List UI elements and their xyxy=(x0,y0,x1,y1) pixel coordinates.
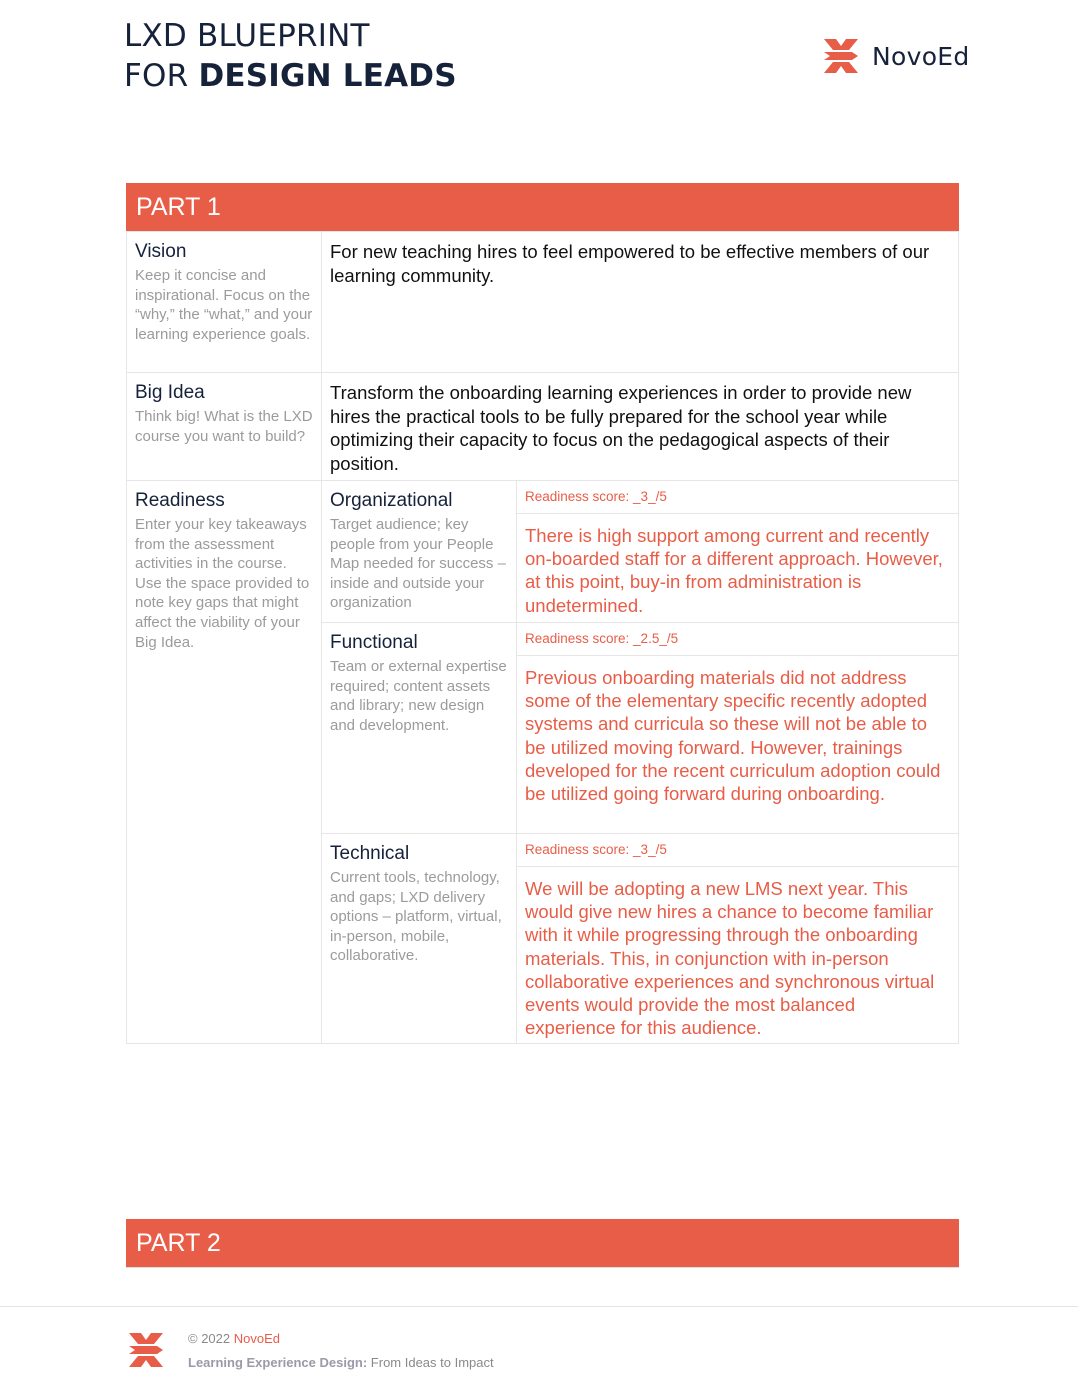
technical-note: We will be adopting a new LMS next year. This would give new hires a chance to become familiar with it while progressing through the onboarding materials. This, in conjunction with in-person collaborative experiences and synchronous virtual events would provide the most balanced experience for this audience. xyxy=(525,878,935,1039)
footer-copyright-line xyxy=(188,1327,494,1351)
vision-content: For new teaching hires to feel empowered to be effective members of our learning community. xyxy=(330,241,930,286)
vision-content-cell xyxy=(321,231,959,373)
organizational-note-cell xyxy=(516,513,959,623)
readiness-label-cell xyxy=(126,480,322,1044)
part-1-heading: PART 1 xyxy=(126,183,959,231)
functional-hint: Team or external expertise required; content assets and library; new design and development. xyxy=(330,658,507,734)
functional-note-cell xyxy=(516,655,959,834)
organizational-score: Readiness score: _3_/5 xyxy=(525,489,667,504)
title-line-2 xyxy=(124,56,457,96)
technical-title: Technical xyxy=(330,843,410,864)
title-prefix: FOR xyxy=(124,58,189,94)
vision-label-cell xyxy=(126,231,322,373)
brand-name: NovoEd xyxy=(872,41,970,71)
big-idea-hint: Think big! What is the LXD course you want to build? xyxy=(135,408,313,445)
footer-brand-link[interactable]: NovoEd xyxy=(233,1331,280,1346)
organizational-title: Organizational xyxy=(330,490,453,511)
big-idea-label-cell xyxy=(126,372,322,481)
readiness-hint: Enter your key takeaways from the assessment activities in the course. Use the space provided to note key gaps that might affect the viability of your Big Idea. xyxy=(135,516,310,651)
footer-tagline-rest: From Ideas to Impact xyxy=(370,1355,494,1370)
readiness-title: Readiness xyxy=(135,490,225,511)
document-title xyxy=(124,16,457,96)
part-2-heading: PART 2 xyxy=(126,1219,959,1267)
blueprint-table xyxy=(126,231,959,1044)
vision-hint: Keep it concise and inspirational. Focus on the “why,” the “what,” and your learning experience goals. xyxy=(135,267,313,343)
technical-score: Readiness score: _3_/5 xyxy=(525,842,667,857)
organizational-score-cell xyxy=(516,480,959,514)
organizational-label-cell xyxy=(321,480,517,623)
technical-score-cell xyxy=(516,833,959,867)
footer-text xyxy=(188,1327,494,1375)
big-idea-title: Big Idea xyxy=(135,382,205,403)
brand-logo xyxy=(822,37,970,75)
footer-copyright: © 2022 xyxy=(188,1331,231,1346)
vision-title: Vision xyxy=(135,241,187,262)
functional-score: Readiness score: _2.5_/5 xyxy=(525,631,679,646)
novoed-footer-logo-icon xyxy=(127,1331,165,1369)
organizational-hint: Target audience; key people from your People Map needed for success – inside and outside your organization xyxy=(330,516,506,612)
functional-title: Functional xyxy=(330,632,418,653)
table-divider xyxy=(126,1267,959,1268)
footer-logo xyxy=(127,1331,165,1374)
footer-divider xyxy=(0,1306,1078,1307)
big-idea-content-cell xyxy=(321,372,959,481)
title-line-1: LXD BLUEPRINT xyxy=(124,18,370,54)
functional-label-cell xyxy=(321,622,517,834)
technical-note-cell xyxy=(516,866,959,1044)
footer-tagline-bold: Learning Experience Design: xyxy=(188,1355,368,1370)
technical-label-cell xyxy=(321,833,517,1044)
organizational-note: There is high support among current and recently on-boarded staff for a different approach. However, at this point, buy-in from administration is undetermined. xyxy=(525,525,943,616)
big-idea-content: Transform the onboarding learning experiences in order to provide new hires the practical tools to be fully prepared for the school year while optimizing their capacity to focus on the pedagogical aspects of their position. xyxy=(330,382,912,474)
footer-tagline xyxy=(188,1351,494,1375)
functional-note: Previous onboarding materials did not address some of the elementary specific recently adopted systems and curricula so these will not be able to be utilized moving forward. However, trainings developed for the recent curriculum adoption could be utilized going forward during onboarding. xyxy=(525,667,941,805)
novoed-logo-icon xyxy=(822,37,860,75)
functional-score-cell xyxy=(516,622,959,656)
title-bold: DESIGN LEADS xyxy=(198,58,457,94)
technical-hint: Current tools, technology, and gaps; LXD delivery options – platform, virtual, in-person, mobile, collaborative. xyxy=(330,869,502,965)
